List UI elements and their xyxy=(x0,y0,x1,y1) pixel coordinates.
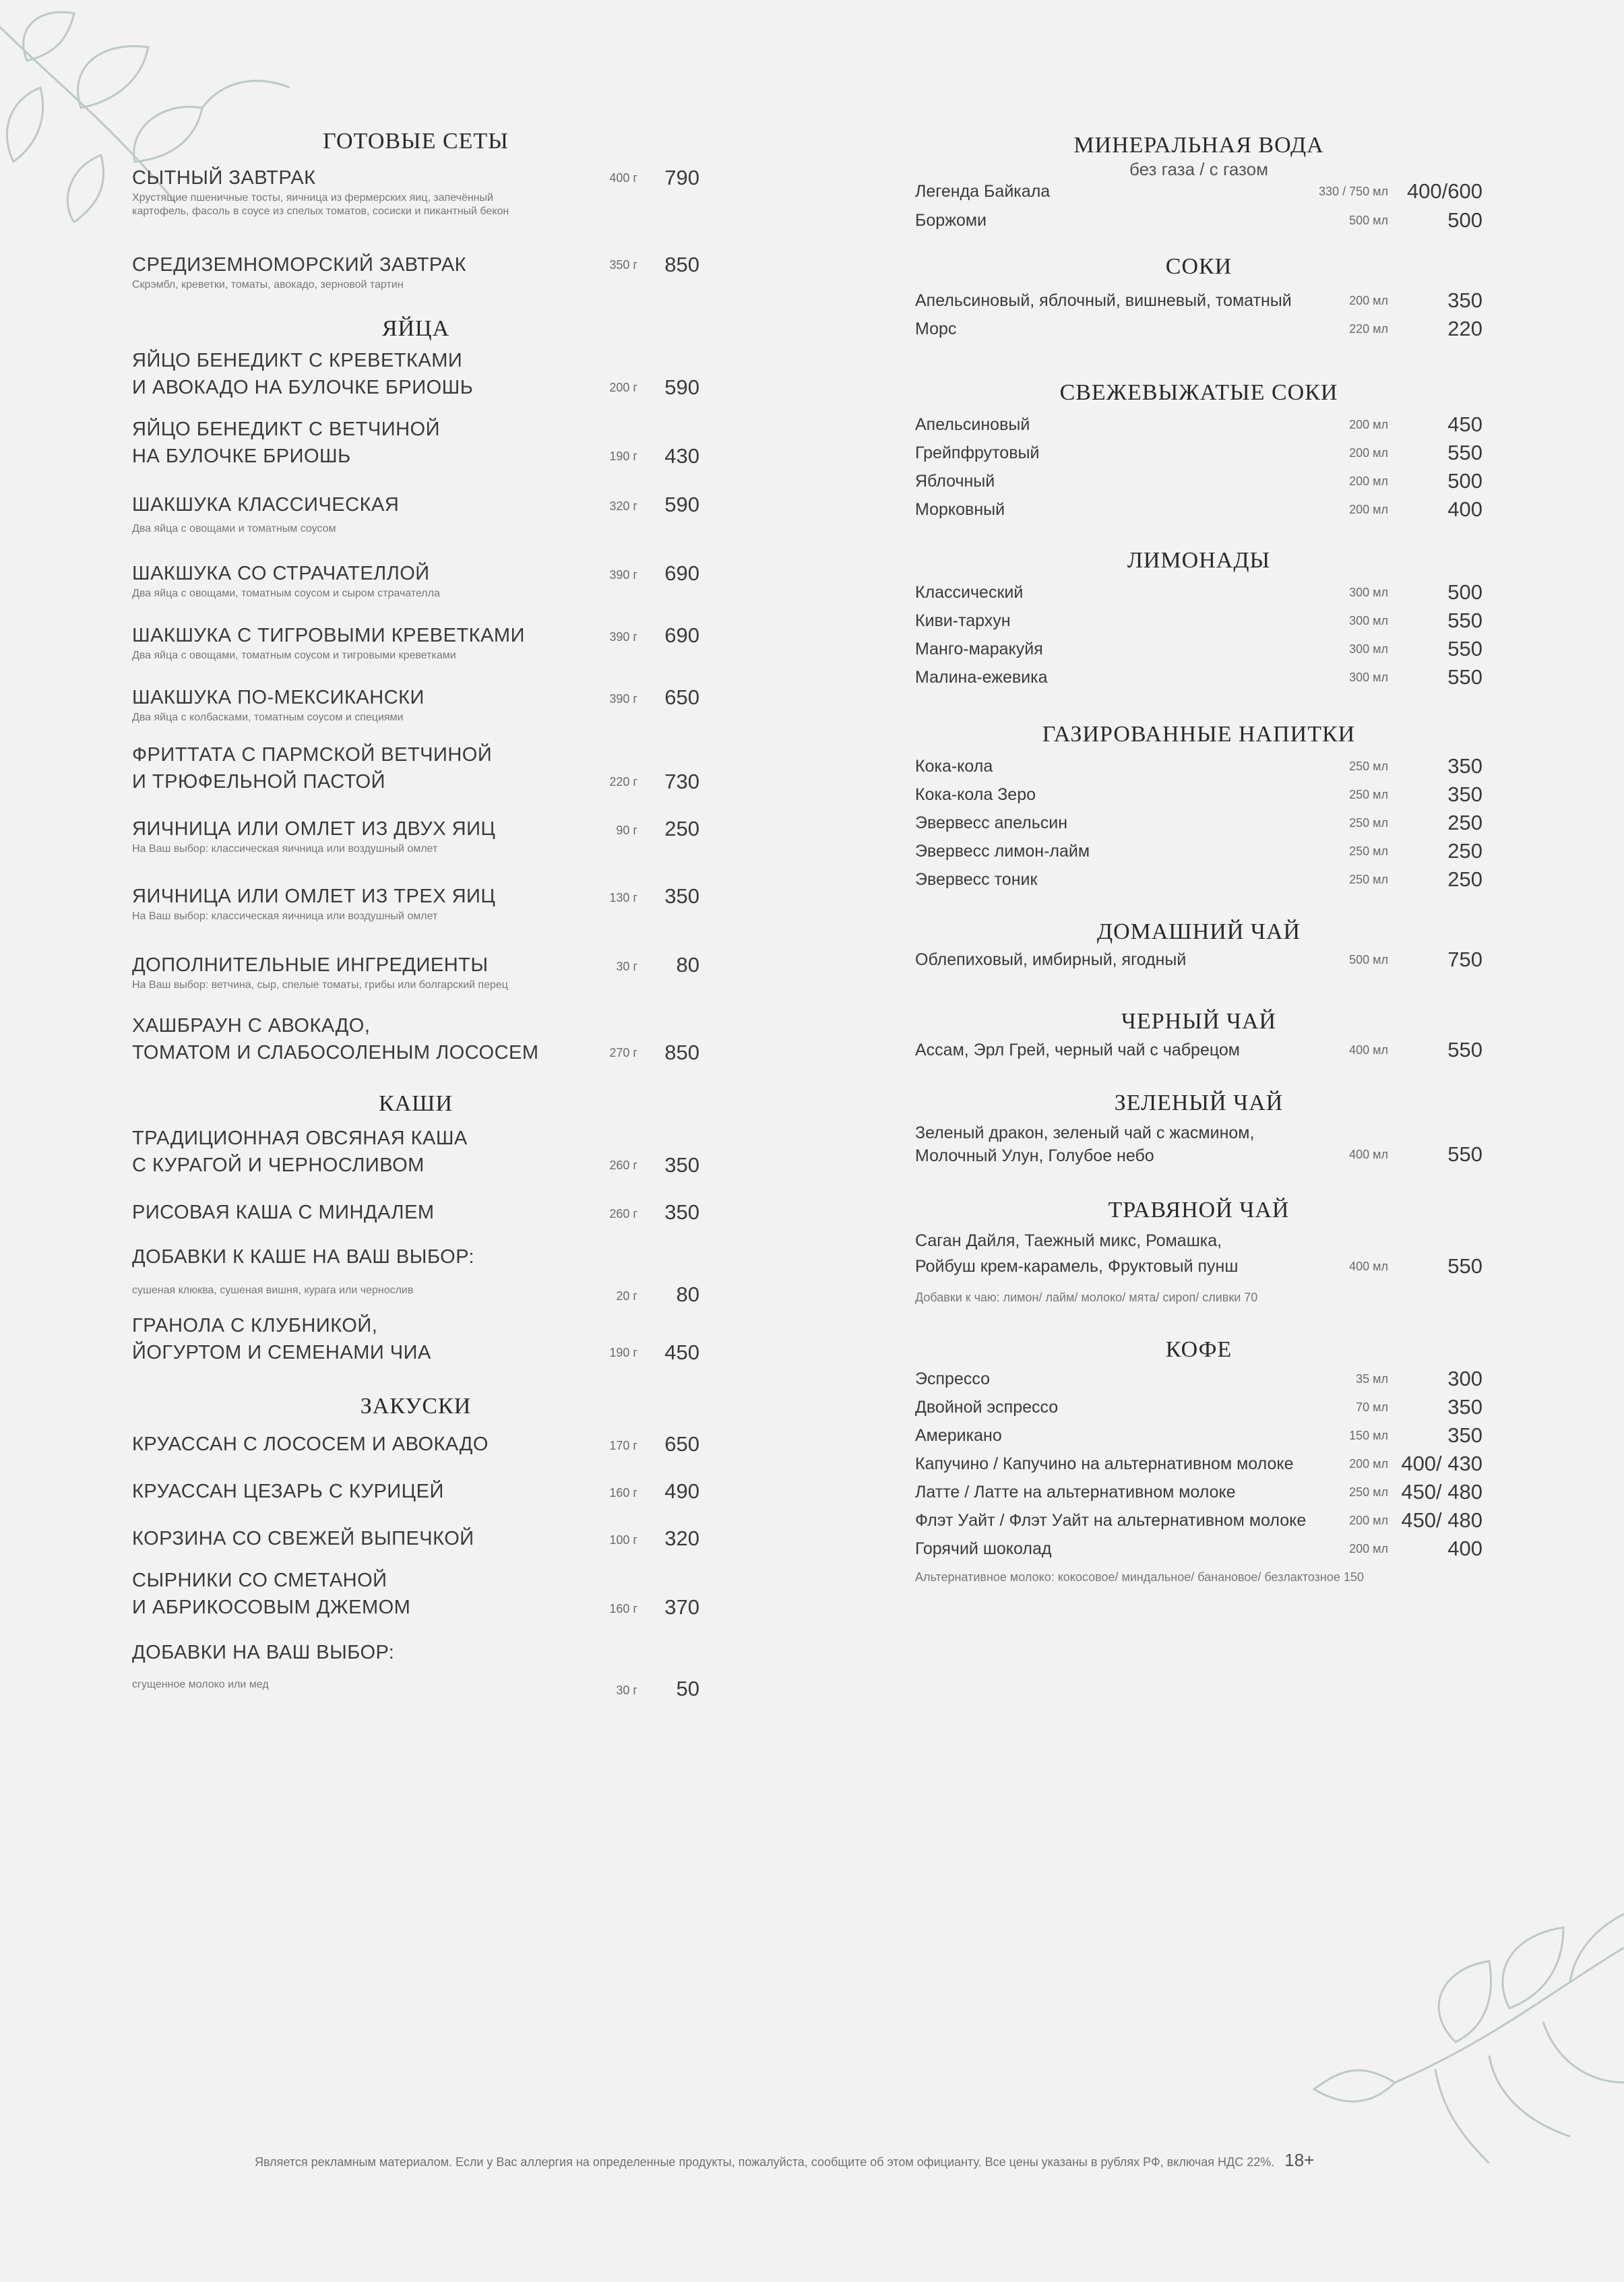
section-title: ЛИМОНАДЫ xyxy=(1127,548,1271,573)
item-price: 690 xyxy=(664,623,699,647)
drink-name: Горячий шоколад xyxy=(915,1539,1052,1558)
menu-item xyxy=(132,815,699,856)
drink-price: 400 xyxy=(1447,1537,1482,1560)
item-price: 350 xyxy=(664,884,699,908)
menu-item xyxy=(132,347,699,401)
item-price: 850 xyxy=(664,1041,699,1064)
item-description: На Ваш выбор: классическая яичница или воздушный омлет xyxy=(132,911,438,922)
drink-name: Латте / Латте на альтернативном молоке xyxy=(915,1483,1236,1502)
item-name: КОРЗИНА СО СВЕЖЕЙ ВЫПЕЧКОЙ xyxy=(132,1528,474,1549)
menu-item xyxy=(132,741,699,795)
drink-volume: 400 мл xyxy=(1349,1260,1388,1273)
drink-name: Яблочный xyxy=(915,472,995,491)
menu-item xyxy=(132,416,699,470)
drink-volume: 200 мл xyxy=(1349,418,1388,431)
drink-price: 350 xyxy=(1447,782,1482,806)
drink-volume: 200 мл xyxy=(1349,503,1388,516)
drink-volume: 330 / 750 мл xyxy=(1319,185,1388,198)
drink-name: Апельсиновый, яблочный, вишневый, томатный xyxy=(915,291,1292,310)
drink-price: 550 xyxy=(1447,665,1482,689)
drink-price: 550 xyxy=(1447,609,1482,632)
alt-milk-note: Альтернативное молоко: кокосовое/ миндальное/ банановое/ безлактозное 150 xyxy=(915,1570,1364,1584)
drink-price: 250 xyxy=(1447,811,1482,834)
section-juices xyxy=(915,253,1482,280)
item-name-line2: И АБРИКОСОВЫМ ДЖЕМОМ xyxy=(132,1597,411,1618)
drink-row xyxy=(915,780,1482,809)
drink-volume: 300 мл xyxy=(1349,614,1388,627)
menu-item xyxy=(132,684,699,724)
item-weight: 190 г xyxy=(609,1346,637,1359)
drink-price: 400 xyxy=(1447,497,1482,521)
item-price: 490 xyxy=(664,1479,699,1503)
drink-volume: 35 мл xyxy=(1356,1372,1388,1386)
item-weight: 220 г xyxy=(609,775,637,789)
item-weight: 350 г xyxy=(609,258,637,272)
item-weight: 390 г xyxy=(609,630,637,644)
drink-price: 500 xyxy=(1447,580,1482,604)
drink-name-line2: Молочный Улун, Голубое небо xyxy=(915,1146,1154,1165)
item-name-line2: И АВОКАДО НА БУЛОЧКЕ БРИОШЬ xyxy=(132,377,474,398)
drink-name: Капучино / Капучино на альтернативном молоке xyxy=(915,1454,1294,1473)
section-title: СОКИ xyxy=(1165,254,1232,279)
menu-item xyxy=(132,1199,699,1226)
item-price: 80 xyxy=(676,1283,699,1306)
section-herbal-tea xyxy=(915,1197,1482,1224)
drink-row xyxy=(915,467,1482,495)
drink-volume: 250 мл xyxy=(1349,816,1388,830)
drink-name: Морковный xyxy=(915,500,1005,519)
drink-name: Зеленый дракон, зеленый чай с жасмином, xyxy=(915,1123,1255,1142)
item-description: Два яйца с колбасками, томатным соусом и специями xyxy=(132,712,404,723)
item-description: Два яйца с овощами, томатным соусом и тигровыми креветками xyxy=(132,650,456,661)
item-price: 250 xyxy=(664,817,699,840)
item-name: ШАКШУКА КЛАССИЧЕСКАЯ xyxy=(132,494,400,516)
drink-row xyxy=(915,1535,1482,1563)
drink-name: Кока-кола Зеро xyxy=(915,785,1036,804)
item-name: ФРИТТАТА С ПАРМСКОЙ ВЕТЧИНОЙ xyxy=(132,744,493,766)
drink-volume: 300 мл xyxy=(1349,671,1388,684)
section-snacks xyxy=(132,1393,699,1420)
drink-name: Морс xyxy=(915,319,957,338)
section-black-tea xyxy=(915,1008,1482,1035)
drink-row xyxy=(915,752,1482,780)
drink-volume: 70 мл xyxy=(1356,1400,1388,1414)
section-home-tea xyxy=(915,919,1482,946)
drink-price: 550 xyxy=(1447,637,1482,660)
drink-price: 400/ 430 xyxy=(1401,1452,1482,1475)
item-description: Хрустящие пшеничные тосты, яичница из фермерских яиц, запечённый картофель, фасоль в соусе из спелых томатов, сосиски и пикантный бекон xyxy=(132,192,509,217)
drink-price: 750 xyxy=(1447,948,1482,971)
drink-row xyxy=(915,663,1482,691)
drink-price: 550 xyxy=(1447,1038,1482,1061)
item-name: СЫРНИКИ СО СМЕТАНОЙ xyxy=(132,1570,387,1591)
drink-row xyxy=(915,1393,1482,1421)
drink-row xyxy=(915,578,1482,607)
item-weight: 160 г xyxy=(609,1602,637,1615)
menu-item xyxy=(132,1312,699,1366)
drink-row xyxy=(915,809,1482,837)
drink-row xyxy=(915,410,1482,439)
item-name: КРУАССАН С ЛОСОСЕМ И АВОКАДО xyxy=(132,1433,489,1455)
section-sets xyxy=(132,128,699,155)
section-title: СВЕЖЕВЫЖАТЫЕ СОКИ xyxy=(1059,380,1338,405)
item-weight: 190 г xyxy=(609,450,637,463)
item-name: ХАШБРАУН С АВОКАДО, xyxy=(132,1015,371,1037)
drink-row xyxy=(915,1229,1482,1281)
section-green-tea xyxy=(915,1090,1482,1117)
item-name: ЯЙЦО БЕНЕДИКТ С ВЕТЧИНОЙ xyxy=(132,419,440,440)
drink-price: 250 xyxy=(1447,839,1482,863)
item-weight: 130 г xyxy=(609,891,637,904)
menu-item xyxy=(132,622,699,662)
drink-row xyxy=(915,1450,1482,1478)
drink-name: Кока-кола xyxy=(915,757,993,776)
item-weight: 400 г xyxy=(609,171,637,185)
item-name: ЯИЧНИЦА ИЛИ ОМЛЕТ ИЗ ДВУХ ЯИЦ xyxy=(132,818,496,840)
drink-volume: 220 мл xyxy=(1349,322,1388,336)
drink-row xyxy=(915,865,1482,894)
drink-volume: 250 мл xyxy=(1349,844,1388,858)
drink-volume: 200 мл xyxy=(1349,1542,1388,1555)
item-price: 80 xyxy=(676,953,699,977)
menu-item xyxy=(132,1567,699,1621)
drink-volume: 300 мл xyxy=(1349,642,1388,656)
drink-volume: 150 мл xyxy=(1349,1429,1388,1442)
menu-item xyxy=(132,883,699,923)
drink-row xyxy=(915,946,1482,974)
drink-name: Эвервесс лимон-лайм xyxy=(915,842,1090,861)
section-title: КАШИ xyxy=(378,1091,454,1116)
item-name-line2: ТОМАТОМ И СЛАБОСОЛЕНЫМ ЛОСОСЕМ xyxy=(132,1042,539,1063)
menu-item xyxy=(132,491,699,536)
drink-price: 350 xyxy=(1447,288,1482,312)
drink-row xyxy=(915,177,1482,206)
item-name: СЫТНЫЙ ЗАВТРАК xyxy=(132,167,316,189)
drink-volume: 200 мл xyxy=(1349,446,1388,460)
item-name: ШАКШУКА ПО-МЕКСИКАНСКИ xyxy=(132,687,425,708)
drink-name-line2: Ройбуш крем-карамель, Фруктовый пунш xyxy=(915,1257,1239,1276)
section-soda xyxy=(915,721,1482,748)
item-description: Скрэмбл, креветки, томаты, авокадо, зерновой тартин xyxy=(132,279,404,290)
item-weight: 270 г xyxy=(609,1046,637,1059)
drink-name: Ассам, Эрл Грей, черный чай с чабрецом xyxy=(915,1041,1240,1059)
drink-price: 550 xyxy=(1447,1142,1482,1166)
item-name: ШАКШУКА СО СТРАЧАТЕЛЛОЙ xyxy=(132,563,430,584)
drink-name: Легенда Байкала xyxy=(915,182,1051,201)
drink-name: Американо xyxy=(915,1426,1002,1445)
item-name: СРЕДИЗЕМНОМОРСКИЙ ЗАВТРАК xyxy=(132,254,467,276)
drink-volume: 250 мл xyxy=(1349,788,1388,801)
drink-name: Грейпфрутовый xyxy=(915,443,1040,462)
item-weight: 170 г xyxy=(609,1439,637,1452)
item-name: ТРАДИЦИОННАЯ ОВСЯНАЯ КАША xyxy=(132,1128,468,1149)
item-price: 850 xyxy=(664,253,699,276)
item-name: ШАКШУКА С ТИГРОВЫМИ КРЕВЕТКАМИ xyxy=(132,625,525,646)
drink-row xyxy=(915,1478,1482,1506)
drink-volume: 500 мл xyxy=(1349,953,1388,966)
drink-volume: 250 мл xyxy=(1349,1485,1388,1499)
item-weight: 160 г xyxy=(609,1486,637,1500)
section-title: КОФЕ xyxy=(1165,1337,1232,1362)
item-description: Два яйца с овощами и томатным соусом xyxy=(132,523,336,534)
drink-name: Эвервесс апельсин xyxy=(915,813,1068,832)
drink-price: 550 xyxy=(1447,1254,1482,1278)
item-name-line2: И ТРЮФЕЛЬНОЙ ПАСТОЙ xyxy=(132,771,385,793)
drink-price: 450/ 480 xyxy=(1401,1480,1482,1504)
drink-row xyxy=(915,439,1482,467)
drink-row xyxy=(915,607,1482,635)
menu-item xyxy=(132,952,699,992)
section-porridge xyxy=(132,1090,699,1117)
menu-item xyxy=(132,1125,699,1179)
item-weight: 20 г xyxy=(616,1289,637,1303)
drink-row xyxy=(915,837,1482,865)
drink-row xyxy=(915,1121,1482,1169)
item-weight: 390 г xyxy=(609,692,637,706)
item-name: КРУАССАН ЦЕЗАРЬ С КУРИЦЕЙ xyxy=(132,1481,444,1502)
drink-row xyxy=(915,1506,1482,1535)
item-name: ДОПОЛНИТЕЛЬНЫЕ ИНГРЕДИЕНТЫ xyxy=(132,954,489,976)
section-title: ЧЕРНЫЙ ЧАЙ xyxy=(1121,1009,1277,1034)
drink-price: 450/ 480 xyxy=(1401,1508,1482,1532)
section-fresh-juices xyxy=(915,379,1482,406)
drink-row xyxy=(915,1036,1482,1064)
drink-row xyxy=(915,635,1482,663)
item-description: сушеная клюква, сушеная вишня, курага или чернослив xyxy=(132,1285,414,1296)
drink-row xyxy=(915,1421,1482,1450)
item-price: 650 xyxy=(664,1432,699,1456)
item-weight: 260 г xyxy=(609,1207,637,1221)
section-title: МИНЕРАЛЬНАЯ ВОДА xyxy=(1073,133,1324,158)
leaf-decoration-bottom-right xyxy=(1287,1907,1624,2163)
section-coffee xyxy=(915,1336,1482,1363)
item-name: ДОБАВКИ НА ВАШ ВЫБОР: xyxy=(132,1642,395,1663)
drink-price: 220 xyxy=(1447,317,1482,340)
tea-additions-note: Добавки к чаю: лимон/ лайм/ молоко/ мята/ сироп/ сливки 70 xyxy=(915,1291,1258,1304)
section-lemonades xyxy=(915,547,1482,574)
drink-name: Эспрессо xyxy=(915,1369,990,1388)
item-name-line2: НА БУЛОЧКЕ БРИОШЬ xyxy=(132,445,351,467)
drink-volume: 250 мл xyxy=(1349,760,1388,773)
section-mineral-water xyxy=(915,132,1482,179)
item-price: 350 xyxy=(664,1153,699,1177)
item-weight: 30 г xyxy=(616,1684,637,1697)
menu-item xyxy=(132,1243,699,1306)
section-title: ДОМАШНИЙ ЧАЙ xyxy=(1096,919,1301,944)
drink-name: Апельсиновый xyxy=(915,415,1030,434)
drink-name: Малина-ежевика xyxy=(915,668,1048,687)
drink-price: 500 xyxy=(1447,208,1482,232)
section-title: ЗЕЛЕНЫЙ ЧАЙ xyxy=(1114,1090,1284,1115)
item-description: Два яйца с овощами, томатным соусом и сыром страчателла xyxy=(132,588,440,599)
drink-name: Флэт Уайт / Флэт Уайт на альтернативном молоке xyxy=(915,1511,1307,1530)
item-price: 590 xyxy=(664,493,699,516)
drink-name: Классический xyxy=(915,583,1024,602)
menu-item xyxy=(132,560,699,600)
menu-item xyxy=(132,251,699,292)
item-name: РИСОВАЯ КАША С МИНДАЛЕМ xyxy=(132,1202,435,1223)
drink-price: 550 xyxy=(1447,441,1482,464)
item-name: ДОБАВКИ К КАШЕ НА ВАШ ВЫБОР: xyxy=(132,1246,474,1268)
drink-volume: 200 мл xyxy=(1349,1457,1388,1471)
drink-price: 350 xyxy=(1447,754,1482,778)
item-description: На Ваш выбор: ветчина, сыр, спелые томаты, грибы или болгарский перец xyxy=(132,979,508,991)
drink-row xyxy=(915,1365,1482,1393)
item-weight: 260 г xyxy=(609,1159,637,1172)
drink-price: 300 xyxy=(1447,1367,1482,1390)
item-price: 430 xyxy=(664,444,699,468)
drink-volume: 200 мл xyxy=(1349,474,1388,488)
item-weight: 100 г xyxy=(609,1533,637,1547)
item-price: 450 xyxy=(664,1340,699,1364)
section-subtitle: без газа / с газом xyxy=(1129,159,1269,179)
item-name: ЯЙЦО БЕНЕДИКТ С КРЕВЕТКАМИ xyxy=(132,350,463,371)
item-price: 350 xyxy=(664,1200,699,1224)
drink-name: Боржоми xyxy=(915,211,987,230)
item-weight: 320 г xyxy=(609,499,637,513)
item-weight: 30 г xyxy=(616,960,637,973)
item-price: 790 xyxy=(664,166,699,189)
drink-name: Киви-тархун xyxy=(915,611,1011,630)
section-title: ГАЗИРОВАННЫЕ НАПИТКИ xyxy=(1042,722,1356,747)
section-title: ГОТОВЫЕ СЕТЫ xyxy=(323,129,509,154)
item-price: 590 xyxy=(664,375,699,399)
menu-item xyxy=(132,164,699,218)
item-description: сгущенное молоко или мед xyxy=(132,1679,269,1690)
drink-name: Облепиховый, имбирный, ягодный xyxy=(915,950,1187,969)
item-price: 650 xyxy=(664,685,699,709)
drink-name: Эвервесс тоник xyxy=(915,870,1038,889)
footer xyxy=(255,2150,1314,2172)
item-price: 730 xyxy=(664,770,699,793)
section-title: ЗАКУСКИ xyxy=(360,1394,472,1419)
drink-row xyxy=(915,315,1482,343)
item-weight: 200 г xyxy=(609,381,637,394)
drink-volume: 400 мл xyxy=(1349,1043,1388,1057)
drink-volume: 200 мл xyxy=(1349,1514,1388,1527)
drink-volume: 500 мл xyxy=(1349,214,1388,227)
drink-row xyxy=(915,286,1482,315)
item-name-line2: ЙОГУРТОМ И СЕМЕНАМИ ЧИА xyxy=(132,1342,431,1363)
item-description: На Ваш выбор: классическая яичница или воздушный омлет xyxy=(132,843,438,855)
item-weight: 90 г xyxy=(616,824,637,837)
item-price: 690 xyxy=(664,561,699,585)
drink-name: Манго-маракуйя xyxy=(915,640,1043,658)
item-weight: 390 г xyxy=(609,568,637,582)
drink-name: Двойной эспрессо xyxy=(915,1398,1059,1417)
drink-volume: 200 мл xyxy=(1349,294,1388,307)
menu-item xyxy=(132,1525,699,1552)
section-title: ТРАВЯНОЙ ЧАЙ xyxy=(1108,1198,1290,1223)
drink-volume: 400 мл xyxy=(1349,1148,1388,1161)
drink-volume: 250 мл xyxy=(1349,873,1388,886)
item-name: ГРАНОЛА С КЛУБНИКОЙ, xyxy=(132,1315,378,1336)
drink-row xyxy=(915,495,1482,524)
drink-price: 500 xyxy=(1447,469,1482,493)
drink-price: 250 xyxy=(1447,867,1482,891)
item-price: 50 xyxy=(676,1677,699,1700)
drink-price: 350 xyxy=(1447,1395,1482,1419)
menu-item xyxy=(132,1012,699,1066)
item-name-line2: С КУРАГОЙ И ЧЕРНОСЛИВОМ xyxy=(132,1154,425,1176)
footer-disclaimer: Является рекламным материалом. Если у Вас аллергия на определенные продукты, пожалуйста, сообщите об этом официанту. Все цены указаны в рублях РФ, включая НДС 22%. xyxy=(255,2155,1275,2169)
drink-volume: 300 мл xyxy=(1349,586,1388,599)
menu-item xyxy=(132,1431,699,1458)
drink-row xyxy=(915,206,1482,235)
drink-price: 350 xyxy=(1447,1423,1482,1447)
item-price: 320 xyxy=(664,1527,699,1550)
drink-price: 450 xyxy=(1447,412,1482,436)
drink-price: 400/600 xyxy=(1406,179,1482,203)
menu-item xyxy=(132,1478,699,1505)
section-eggs xyxy=(132,315,699,342)
menu-item xyxy=(132,1639,699,1700)
item-price: 370 xyxy=(664,1595,699,1619)
section-title: ЯЙЦА xyxy=(381,316,450,341)
age-rating: 18+ xyxy=(1284,2150,1315,2170)
item-name: ЯИЧНИЦА ИЛИ ОМЛЕТ ИЗ ТРЕХ ЯИЦ xyxy=(132,886,496,907)
drink-name: Саган Дайля, Таежный микс, Ромашка, xyxy=(915,1231,1222,1250)
